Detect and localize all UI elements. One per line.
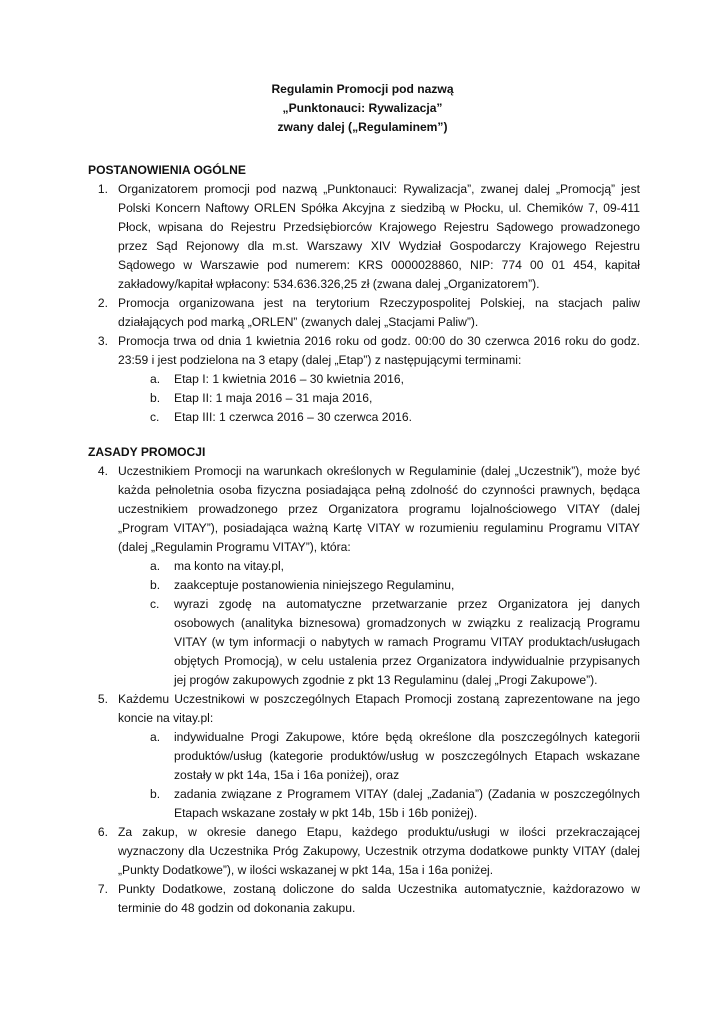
item-number: 3. — [97, 334, 108, 348]
item-text: Promocja trwa od dnia 1 kwietnia 2016 roku od godz. 00:00 do 30 czerwca 2016 roku do godz. 23:59 i jest podzielona na 3 etapy (dalej „Etap”) z następującymi terminami: — [118, 334, 640, 367]
item-number: 1. — [97, 182, 108, 196]
item-number: 6. — [97, 825, 108, 839]
sub-letter: c. — [150, 410, 160, 424]
section-heading-rules: ZASADY PROMOCJI — [88, 445, 206, 459]
list-item-6 — [88, 823, 640, 880]
participant-conditions-sublist — [88, 557, 640, 690]
item-number: 5. — [97, 692, 108, 706]
title-line-3: zwany dalej („Regulaminem”) — [277, 120, 448, 134]
sub-item-b — [88, 576, 640, 595]
presentation-sublist — [88, 728, 640, 823]
stages-sublist — [88, 370, 640, 427]
sub-item-a — [88, 728, 640, 785]
sub-letter: a. — [150, 372, 161, 386]
sub-letter: b. — [150, 578, 161, 592]
item-text: Promocja organizowana jest na terytorium Rzeczypospolitej Polskiej, na stacjach paliw działających pod marką „ORLEN” (zwanych dalej „Stacjami Paliw”). — [118, 296, 640, 329]
item-number: 2. — [97, 296, 108, 310]
list-item-4 — [88, 462, 640, 557]
sub-text: ma konto na vitay.pl, — [174, 559, 285, 573]
sub-text: Etap III: 1 czerwca 2016 – 30 czerwca 2016. — [174, 410, 412, 424]
sub-text: zaakceptuje postanowienia niniejszego Regulaminu, — [174, 578, 455, 592]
item-text: Organizatorem promocji pod nazwą „Punktonauci: Rywalizacja”, zwanej dalej „Promocją” jest Polski Koncern Naftowy ORLEN Spółka Akcyjna z siedzibą w Płocku, ul. Chemików 7, 09-411 Płock, wpisana do Rejestru Przedsiębiorców Krajowego Rejestru Sądowego prowadzonego przez Sąd Rejonowy dla m.st. Warszawy XIV Wydział Gospodarczy Krajowego Rejestru Sądowego w Warszawie pod numerem: KRS 0000028860, NIP: 774 00 01 454, kapitał zakładowy/kapitał wpłacony: 534.636.326,25 zł (zwana dalej „Organizatorem”). — [118, 182, 640, 291]
sub-text: indywidualne Progi Zakupowe, które będą określone dla poszczególnych kategorii produktów/usług (kategorie produktów/usług w poszczególnych Etapach wskazane zostały w pkt 14a, 15a i 16a poniżej), oraz — [174, 730, 640, 782]
sub-item-c — [88, 595, 640, 690]
section-general-list — [88, 180, 640, 427]
sub-text: Etap I: 1 kwietnia 2016 – 30 kwietnia 2016, — [174, 372, 404, 386]
title-line-1: Regulamin Promocji pod nazwą — [271, 82, 454, 96]
list-item-2 — [88, 294, 640, 332]
item-text: Uczestnikiem Promocji na warunkach określonych w Regulaminie (dalej „Uczestnik”), może być każda pełnoletnia osoba fizyczna posiadająca pełną zdolność do czynności prawnych, będąca uczestnikiem prowadzonego przez Organizatora programu lojalnościowego VITAY (dalej „Program VITAY”), posiadająca ważną Kartę VITAY w rozumieniu regulaminu Programu VITAY (dalej „Regulamin Programu VITAY”), która: — [118, 464, 640, 554]
item-number: 7. — [97, 882, 108, 896]
sub-item-b — [88, 785, 640, 823]
list-item-5 — [88, 690, 640, 728]
sub-text: zadania związane z Programem VITAY (dalej „Zadania”) (Zadania w poszczególnych Etapach wskazane zostały w pkt 14b, 15b i 16b poniżej). — [174, 787, 640, 820]
item-number: 4. — [97, 464, 108, 478]
list-item-7 — [88, 880, 640, 918]
sub-text: wyrazi zgodę na automatyczne przetwarzanie przez Organizatora jej danych osobowych (analityka biznesowa) gromadzonych w związku z realizacją Programu VITAY (w tym informacji o nabytych w ramach Programu VITAY produktach/usługach objętych Promocją), w celu ustalenia przez Organizatora indywidualnie przypisanych jej progów zakupowych zgodnie z pkt 13 Regulaminu (dalej „Progi Zakupowe”). — [174, 597, 640, 687]
document-title — [0, 80, 725, 137]
section-rules-list — [88, 462, 640, 918]
sub-item-c — [88, 408, 640, 427]
sub-letter: a. — [150, 730, 161, 744]
sub-letter: a. — [150, 559, 161, 573]
item-text: Za zakup, w okresie danego Etapu, każdego produktu/usługi w ilości przekraczającej wyznaczony dla Uczestnika Próg Zakupowy, Uczestnik otrzyma dodatkowe punkty VITAY (dalej „Punkty Dodatkowe”), w ilości wskazanej w pkt 14a, 15a i 16a poniżej. — [118, 825, 640, 877]
sub-text: Etap II: 1 maja 2016 – 31 maja 2016, — [174, 391, 373, 405]
sub-letter: c. — [150, 597, 160, 611]
sub-letter: b. — [150, 787, 161, 801]
section-heading-general: POSTANOWIENIA OGÓLNE — [88, 163, 246, 177]
list-item-3 — [88, 332, 640, 370]
item-text: Każdemu Uczestnikowi w poszczególnych Etapach Promocji zostaną zaprezentowane na jego koncie na vitay.pl: — [118, 692, 640, 725]
list-item-1 — [88, 180, 640, 294]
sub-letter: b. — [150, 391, 161, 405]
title-line-2: „Punktonauci: Rywalizacja” — [282, 101, 443, 115]
sub-item-a — [88, 370, 640, 389]
item-text: Punkty Dodatkowe, zostaną doliczone do salda Uczestnika automatycznie, każdorazowo w terminie do 48 godzin od dokonania zakupu. — [118, 882, 640, 915]
sub-item-b — [88, 389, 640, 408]
sub-item-a — [88, 557, 640, 576]
